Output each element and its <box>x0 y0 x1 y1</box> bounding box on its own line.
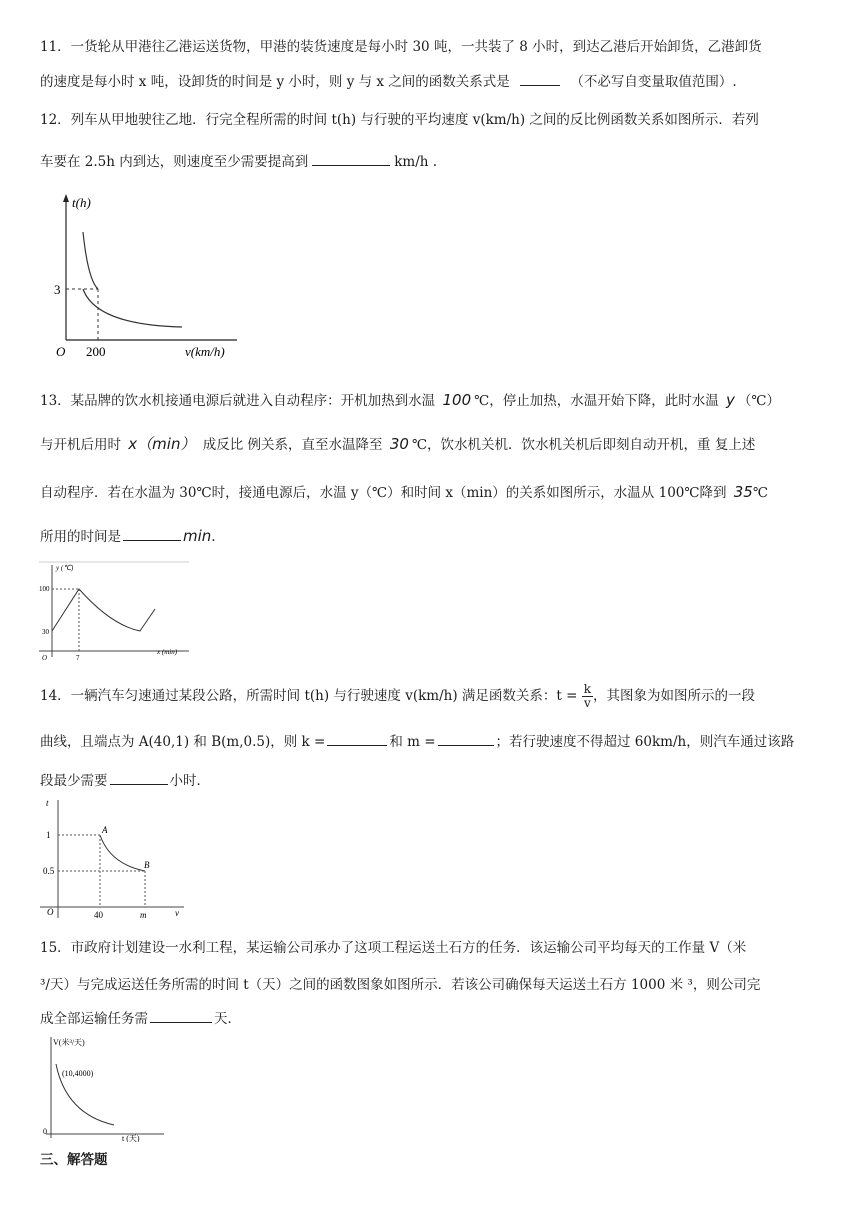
q14-point-b: B <box>144 860 150 870</box>
q14-blank-k[interactable] <box>327 731 387 746</box>
q15-figure <box>34 1034 169 1146</box>
q12-ylabel: t(h) <box>72 195 91 210</box>
q15-xlabel: t (天) <box>122 1134 140 1142</box>
q12-xtick: 200 <box>86 344 106 359</box>
q14-ytick-1: 1 <box>46 830 51 840</box>
q14-line2 <box>40 731 794 752</box>
q13-text-2e: ℃，饮水机关机．饮水机关机后即刻自动开机，重 复上述 <box>411 437 756 453</box>
q14-line1 <box>40 683 755 710</box>
q14-point-a: A <box>102 825 108 835</box>
q13-line1 <box>40 390 780 411</box>
q13-figure <box>39 561 191 667</box>
q12-unit: km/h . <box>394 154 438 170</box>
q14-ylabel: t <box>46 798 49 808</box>
q13-degree: ℃ <box>752 485 768 501</box>
q14-blank-m[interactable] <box>438 731 494 746</box>
q14-text-3b: 小时． <box>169 773 210 789</box>
section-title: 三、解答题 <box>40 1152 108 1168</box>
q14-xlabel: v <box>175 908 179 918</box>
q15-line3 <box>40 1008 241 1029</box>
q11-line2 <box>40 71 737 92</box>
q13-line3 <box>40 482 768 503</box>
q13-temp-100: 100 <box>442 391 472 409</box>
q13-text-e: （℃） <box>737 393 781 409</box>
q14-figure <box>38 794 188 926</box>
q11-text-end: （不必写自变量取值范围）. <box>570 74 737 90</box>
q13-ylabel: y (℃) <box>56 564 74 572</box>
q13-origin: O <box>42 654 48 662</box>
q13-xtick-7: 7 <box>76 654 80 662</box>
q12-line1: 12．列车从甲地驶往乙地．行完全程所需的时间 t(h) 与行驶的平均速度 v(km/h) 之间的反比例函数关系如图所示．若列 <box>40 112 759 128</box>
q14-text-b: ，其图象为如图所示的一段 <box>593 688 755 704</box>
q15-text-3a: 成全部运输任务需 <box>40 1011 148 1027</box>
q13-text-2c: 成反比 例关系，直至水温降至 <box>202 437 383 453</box>
q14-text-2c: ；若行驶速度不得超过 60km/h，则汽车通过该路 <box>495 734 795 750</box>
q13-period: . <box>211 529 216 545</box>
q14-ytick-05: 0.5 <box>43 866 55 876</box>
q13-curve <box>52 589 155 631</box>
q15-line1: 15．市政府计划建设一水利工程，某运输公司承办了这项工程运送土石方的任务．该运输公司平均每天的工作量 V（米 <box>40 940 747 956</box>
q14-curve <box>100 835 145 871</box>
q14-xtick-m: m <box>140 910 147 920</box>
q12-xlabel: v(km/h) <box>185 344 225 359</box>
q12-ytick: 3 <box>54 282 61 297</box>
q12-text: 车要在 2.5h 内到达，则速度至少需要提高到 <box>40 154 309 170</box>
q12-line2 <box>40 151 437 172</box>
q14-text-2a: 曲线，且端点为 A(40,1) 和 B(m,0.5)，则 k = <box>40 734 326 750</box>
q14-text-a: 14．一辆汽车匀速通过某段公路，所需时间 t(h) 与行驶速度 v(km/h) 满足函数关系：t = <box>40 688 578 704</box>
q15-line2: ³/天）与完成运送任务所需的时间 t（天）之间的函数图象如图所示．若该公司确保每天运送土石方 1000 米 ³，则公司完 <box>40 977 761 993</box>
q11-answer-blank[interactable] <box>520 71 560 86</box>
q13-text-a: 13．某品牌的饮水机接通电源后就进入自动程序：开机加热到水温 <box>40 393 436 409</box>
q13-var-y: y <box>726 391 735 409</box>
q13-var-x: x（min） <box>128 435 196 453</box>
q12-y-arrow <box>63 194 69 202</box>
q14-frac-den: v <box>583 696 591 710</box>
q15-text-3b: 天． <box>214 1011 241 1027</box>
q14-fraction <box>582 683 593 710</box>
q13-unit-min: min <box>183 527 212 545</box>
q14-xtick-40: 40 <box>94 910 103 920</box>
q14-text-3a: 段最少需要 <box>40 773 108 789</box>
q12-figure <box>52 190 252 366</box>
q11-text: 的速度是每小时 x 吨，设卸货的时间是 y 小时，则 y 与 x 之间的函数关系式是 <box>40 74 510 90</box>
q14-frac-num: k <box>583 682 591 696</box>
q13-text-c: ℃，停止加热，水温开始下降，此时水温 <box>474 393 719 409</box>
q13-ytick-30: 30 <box>42 628 49 636</box>
q13-temp-35: 35 <box>733 483 753 501</box>
q12-answer-blank[interactable] <box>312 151 390 166</box>
q13-text-3a: 自动程序．若在水温为 30℃时，接通电源后，水温 y（℃）和时间 x（min）的关系如图所示，水温从 100℃降到 <box>40 485 727 501</box>
q14-line3 <box>40 770 210 791</box>
q15-point-label: (10,4000) <box>62 1069 94 1078</box>
q13-line4 <box>40 526 216 547</box>
q13-text-4a: 所用的时间是 <box>40 529 121 545</box>
q13-text-2a: 与开机后用时 <box>40 437 121 453</box>
q15-ylabel: V(米³/天) <box>53 1038 85 1047</box>
q12-origin: O <box>56 344 66 359</box>
q13-temp-30: 30 <box>389 435 409 453</box>
q13-line2 <box>40 434 755 455</box>
q11-line1: 11．一货轮从甲港往乙港运送货物，甲港的装货速度是每小时 30 吨，一共装了 8 小时，到达乙港后开始卸货，乙港卸货 <box>40 39 762 55</box>
q13-xlabel: x (min) <box>157 648 178 656</box>
q12-curve-upper <box>83 232 98 289</box>
q13-answer-blank[interactable] <box>123 526 181 541</box>
q13-ytick-100: 100 <box>39 585 50 593</box>
q14-origin: O <box>47 907 54 917</box>
q14-blank-time[interactable] <box>110 770 168 785</box>
q15-answer-blank[interactable] <box>150 1008 212 1023</box>
q14-text-2b: 和 m = <box>389 734 436 750</box>
q15-origin: 0 <box>43 1127 47 1136</box>
